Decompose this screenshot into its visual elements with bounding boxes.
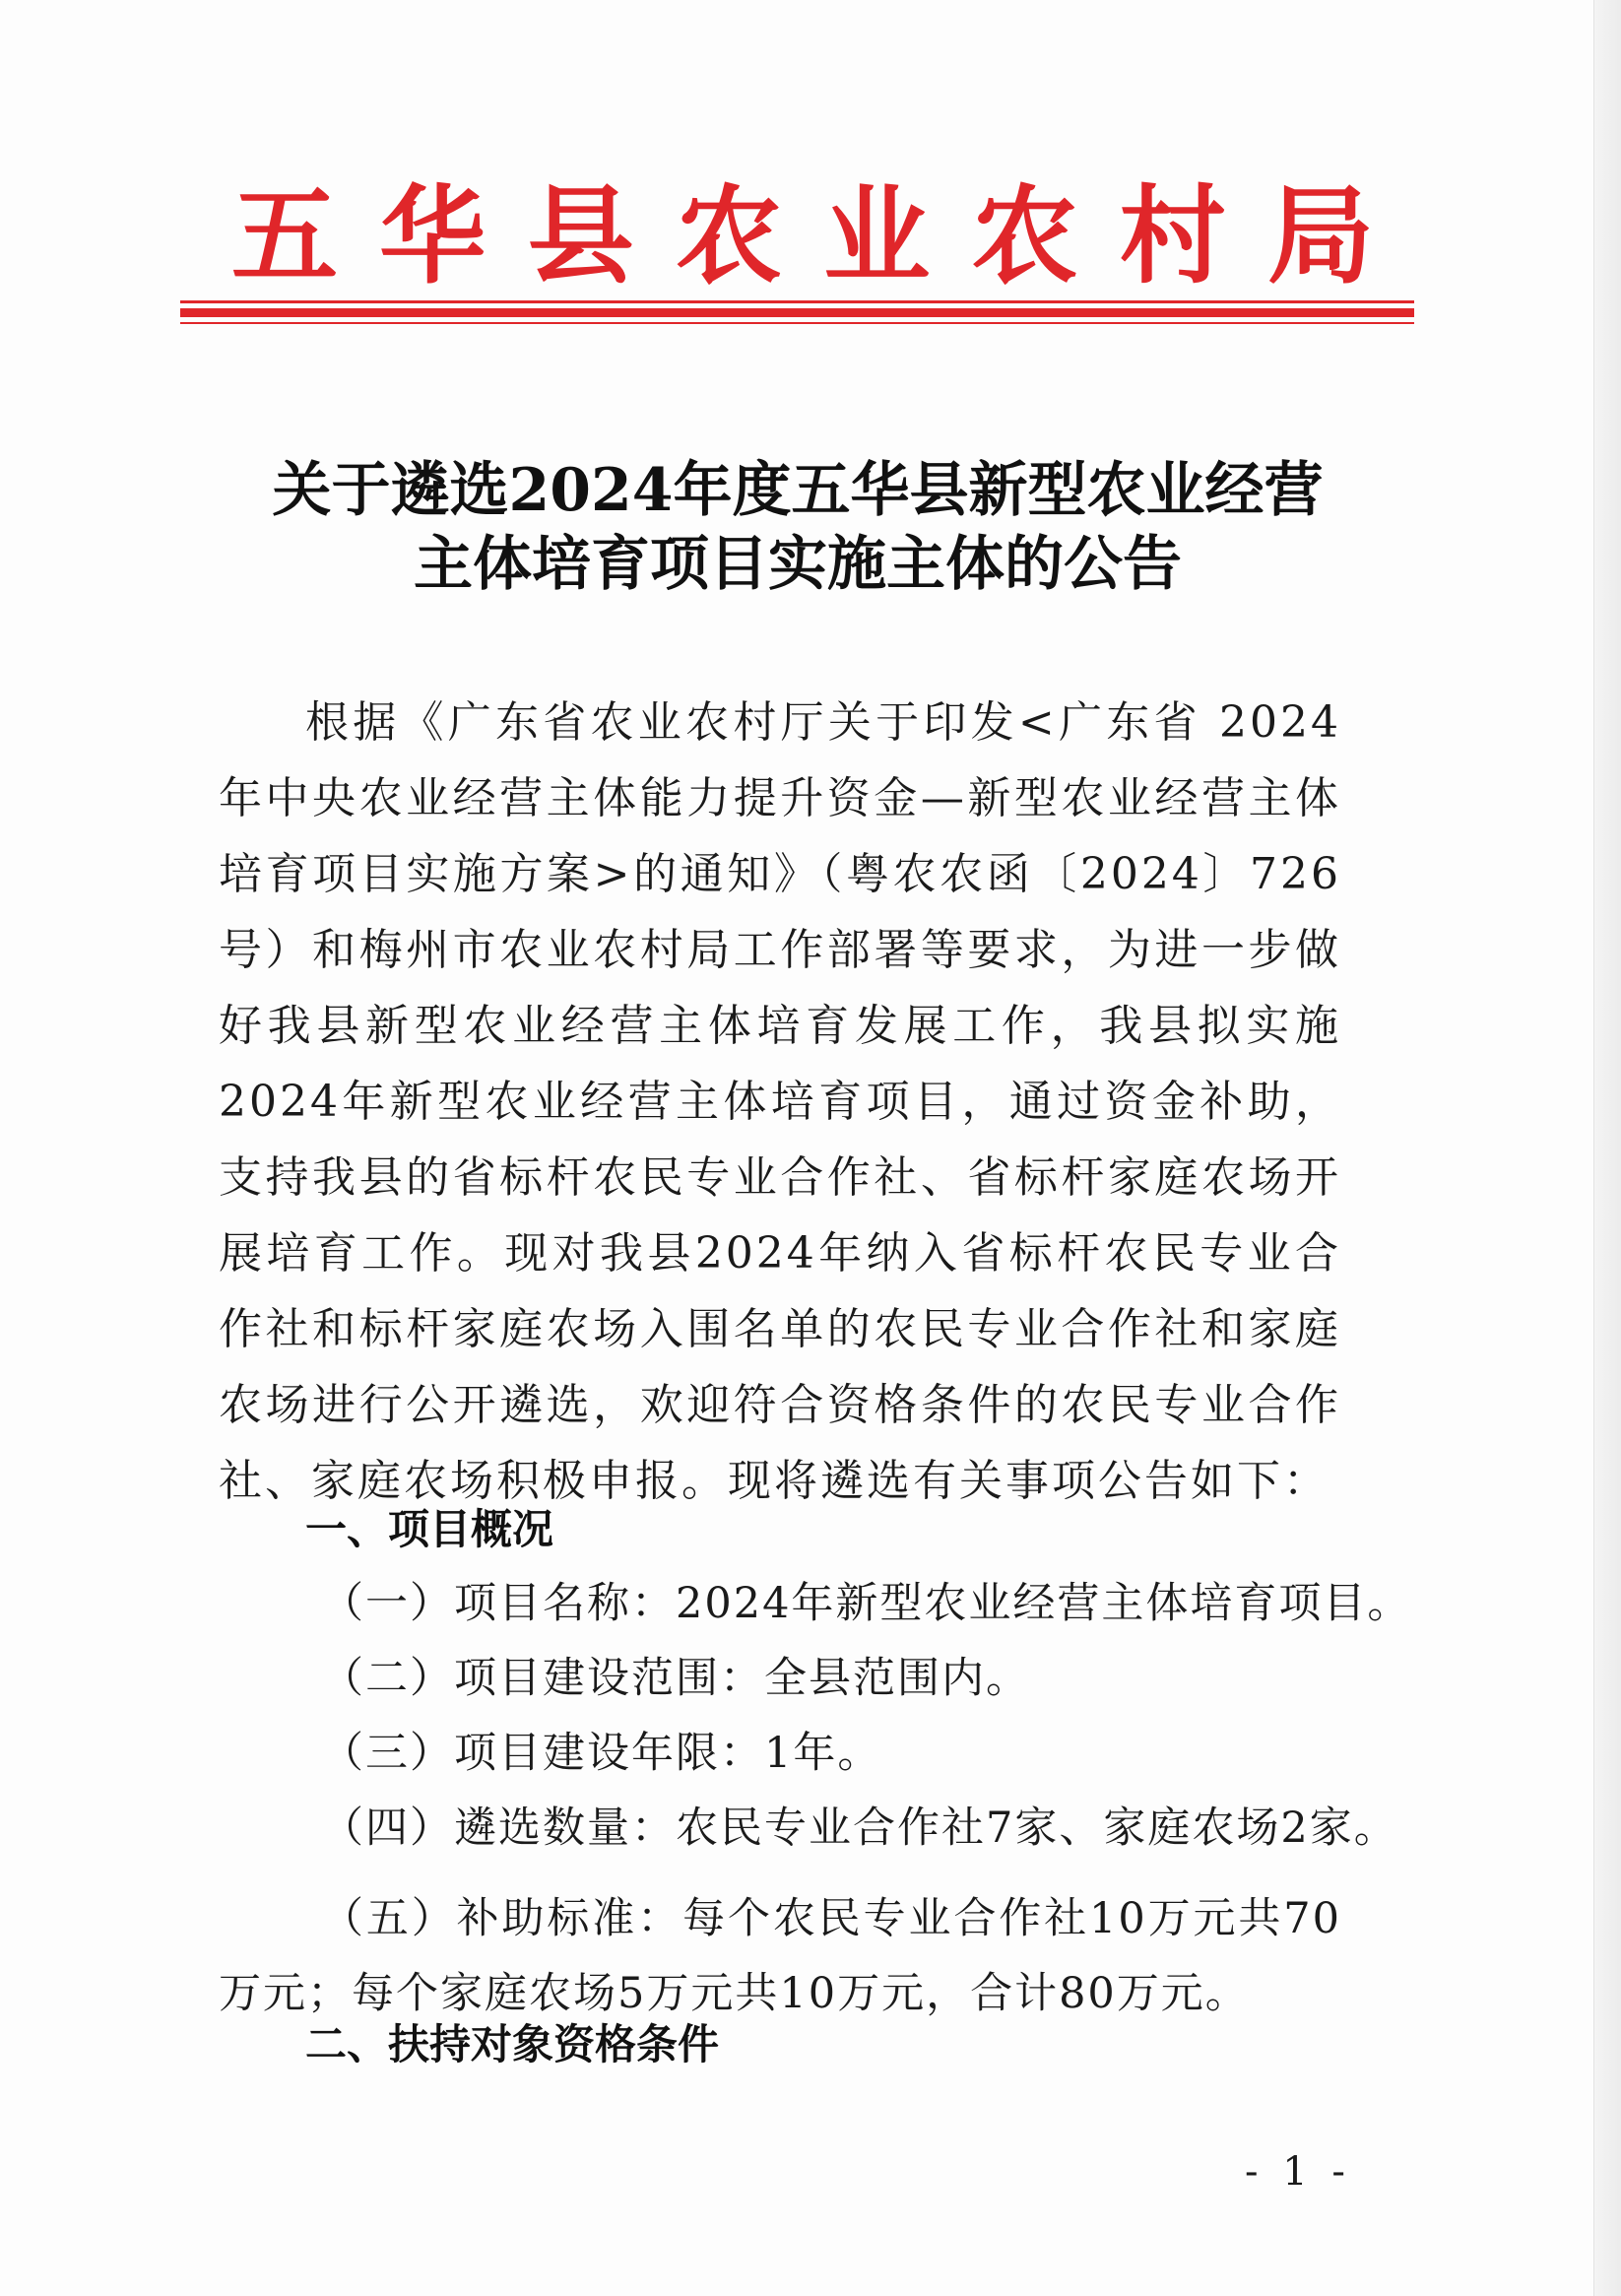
overview-item-subsidy-standard: （五）补助标准：每个农民专业合作社10万元共70万元；每个家庭农场5万元共10万元，合计80万元。 [219, 1894, 1341, 2018]
letterhead-rule-thin-top [180, 300, 1414, 303]
overview-item-construction-scope: （二）项目建设范围：全县范围内。 [321, 1654, 1030, 1703]
letterhead-char: 业 [823, 174, 931, 298]
overview-item-project-name: （一）项目名称：2024年新型农业经营主体培育项目。 [321, 1579, 1412, 1628]
letterhead-char: 华 [379, 174, 486, 298]
letterhead-char: 县 [527, 174, 634, 298]
letterhead-rule-thin-bottom [180, 322, 1414, 324]
letterhead-char: 局 [1266, 174, 1374, 298]
page-edge-shadow [1593, 0, 1621, 2296]
document-title-line-2: 主体培育项目实施主体的公告 [414, 530, 1182, 599]
letterhead-char: 农 [675, 174, 782, 298]
document-title-line-1: 关于遴选2024年度五华县新型农业经营 [272, 456, 1324, 525]
overview-item-construction-period: （三）项目建设年限：1年。 [321, 1729, 882, 1778]
page-number: - 1 - [1245, 2149, 1351, 2195]
letterhead-char: 农 [971, 174, 1078, 298]
letterhead-char: 五 [231, 174, 339, 298]
letterhead-char: 村 [1119, 174, 1226, 298]
intro-paragraph: 根据《广东省农业农村厅关于印发<广东省 2024 年中央农业经营主体能力提升资金—新型农业经营主体培育项目实施方案>的通知》（粤农农函〔2024〕726号）和梅州市农业农村局工作部署等要求，为进一步做好我县新型农业经营主体培育发展工作，我县拟实施2024年新型农业经营主体培育项目，通过资金补助，支持我县的省标杆农民专业合作社、省标杆家庭农场开展培育工作。现对我县2024年纳入省标杆农民专业合作社和标杆家庭农场入围名单的农民专业合作社和家庭农场进行公开遴选，欢迎符合资格条件的农民专业合作社、家庭农场积极申报。现将遴选有关事项公告如下： [219, 697, 1341, 1506]
section-heading-eligibility: 二、扶持对象资格条件 [305, 2020, 720, 2068]
section-heading-project-overview: 一、项目概况 [305, 1505, 554, 1553]
overview-item-selection-quantity: （四）遴选数量：农民专业合作社7家、家庭农场2家。 [321, 1804, 1398, 1853]
agency-letterhead [231, 174, 1374, 298]
letterhead-rule-thick [180, 308, 1414, 317]
